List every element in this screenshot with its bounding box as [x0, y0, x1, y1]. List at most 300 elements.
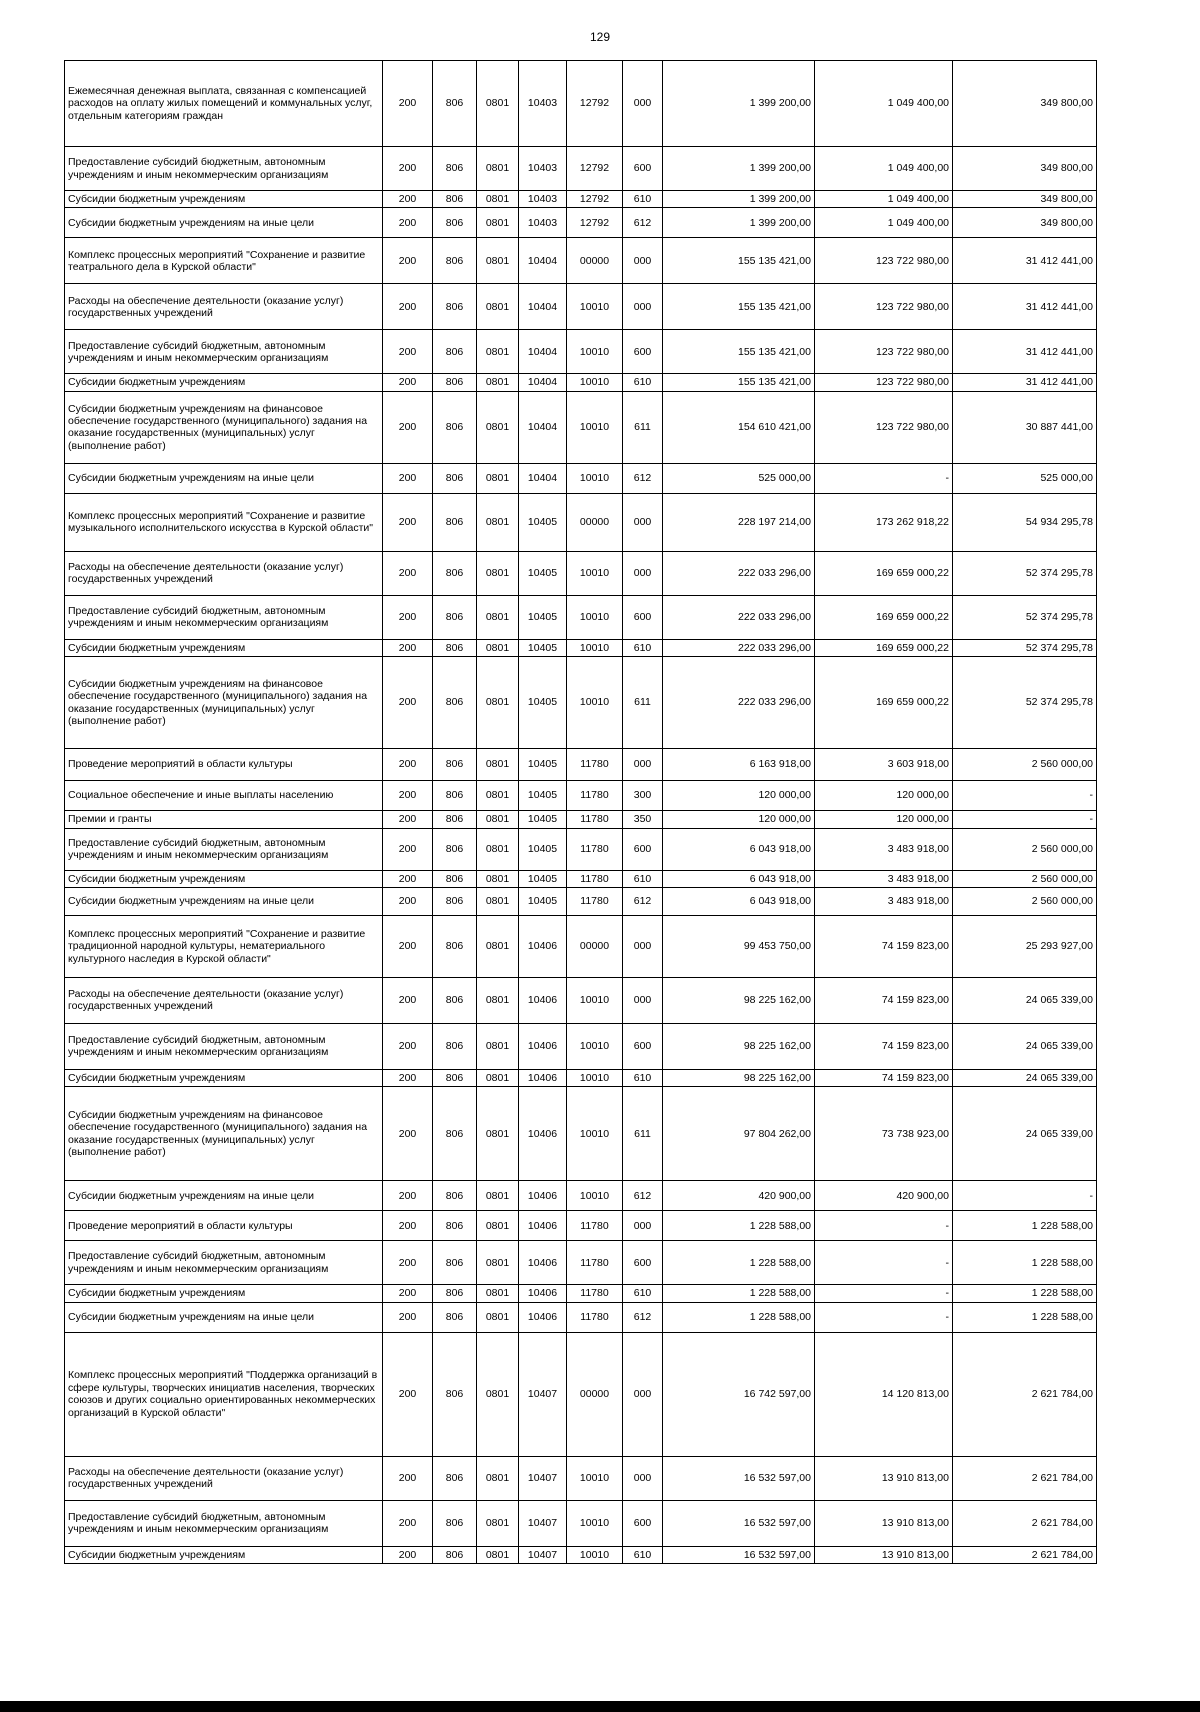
amount-3: 31 412 441,00 [953, 284, 1097, 330]
code-section: 0801 [477, 828, 519, 870]
code-direction: 10010 [567, 551, 623, 595]
code-program: 10404 [519, 391, 567, 463]
amount-total: 1 228 588,00 [663, 1285, 815, 1302]
code-expense-type: 600 [623, 1023, 663, 1069]
code-program: 10405 [519, 887, 567, 915]
amount-total: 525 000,00 [663, 463, 815, 493]
code-section: 0801 [477, 595, 519, 639]
amount-2: 123 722 980,00 [815, 391, 953, 463]
code-section: 0801 [477, 657, 519, 749]
code-program: 10406 [519, 1302, 567, 1332]
code-expense-type: 612 [623, 463, 663, 493]
code-expense-type: 300 [623, 781, 663, 811]
budget-table-body [65, 61, 1097, 1564]
row-name: Субсидии бюджетным учреждениям на иные цели [65, 1302, 383, 1332]
code-ministry: 806 [433, 493, 477, 551]
code-1: 200 [383, 828, 433, 870]
code-program: 10405 [519, 595, 567, 639]
code-1: 200 [383, 374, 433, 391]
code-direction: 10010 [567, 977, 623, 1023]
code-section: 0801 [477, 1087, 519, 1181]
code-ministry: 806 [433, 391, 477, 463]
code-ministry: 806 [433, 749, 477, 781]
code-section: 0801 [477, 1241, 519, 1285]
code-section: 0801 [477, 977, 519, 1023]
code-expense-type: 000 [623, 238, 663, 284]
row-name: Субсидии бюджетным учреждениям на иные цели [65, 887, 383, 915]
code-direction: 10010 [567, 330, 623, 374]
table-row [65, 284, 1097, 330]
amount-2: 123 722 980,00 [815, 374, 953, 391]
table-row [65, 374, 1097, 391]
code-expense-type: 612 [623, 1302, 663, 1332]
code-ministry: 806 [433, 1546, 477, 1563]
row-name: Расходы на обеспечение деятельности (оказание услуг) государственных учреждений [65, 551, 383, 595]
amount-3: 25 293 927,00 [953, 915, 1097, 977]
code-section: 0801 [477, 870, 519, 887]
code-direction: 11780 [567, 1211, 623, 1241]
code-ministry: 806 [433, 330, 477, 374]
code-ministry: 806 [433, 238, 477, 284]
code-direction: 10010 [567, 657, 623, 749]
code-section: 0801 [477, 1332, 519, 1456]
code-program: 10405 [519, 828, 567, 870]
code-program: 10406 [519, 977, 567, 1023]
code-ministry: 806 [433, 1302, 477, 1332]
amount-2: 1 049 400,00 [815, 208, 953, 238]
code-1: 200 [383, 238, 433, 284]
code-section: 0801 [477, 811, 519, 828]
amount-3: 2 621 784,00 [953, 1546, 1097, 1563]
table-row [65, 463, 1097, 493]
amount-2: 123 722 980,00 [815, 284, 953, 330]
code-1: 200 [383, 887, 433, 915]
row-name: Субсидии бюджетным учреждениям на иные цели [65, 1181, 383, 1211]
code-program: 10403 [519, 61, 567, 147]
code-ministry: 806 [433, 595, 477, 639]
code-1: 200 [383, 61, 433, 147]
amount-3: 1 228 588,00 [953, 1211, 1097, 1241]
amount-3: 525 000,00 [953, 463, 1097, 493]
code-ministry: 806 [433, 1211, 477, 1241]
code-expense-type: 350 [623, 811, 663, 828]
amount-3: 2 560 000,00 [953, 749, 1097, 781]
code-expense-type: 000 [623, 284, 663, 330]
code-direction: 10010 [567, 1181, 623, 1211]
amount-total: 222 033 296,00 [663, 639, 815, 656]
table-row [65, 493, 1097, 551]
code-program: 10404 [519, 238, 567, 284]
amount-total: 98 225 162,00 [663, 1069, 815, 1086]
code-section: 0801 [477, 551, 519, 595]
row-name: Предоставление субсидий бюджетным, автономным учреждениям и иным некоммерческим организациям [65, 147, 383, 191]
amount-3: 52 374 295,78 [953, 657, 1097, 749]
code-program: 10405 [519, 870, 567, 887]
table-row [65, 1211, 1097, 1241]
row-name: Субсидии бюджетным учреждениям [65, 639, 383, 656]
row-name: Предоставление субсидий бюджетным, автономным учреждениям и иным некоммерческим организациям [65, 595, 383, 639]
code-1: 200 [383, 639, 433, 656]
code-expense-type: 612 [623, 887, 663, 915]
code-1: 200 [383, 463, 433, 493]
amount-total: 155 135 421,00 [663, 238, 815, 284]
amount-2: 1 049 400,00 [815, 147, 953, 191]
code-direction: 10010 [567, 1087, 623, 1181]
code-expense-type: 000 [623, 1456, 663, 1500]
amount-total: 228 197 214,00 [663, 493, 815, 551]
amount-2: - [815, 1241, 953, 1285]
code-1: 200 [383, 284, 433, 330]
amount-2: 123 722 980,00 [815, 238, 953, 284]
code-expense-type: 611 [623, 657, 663, 749]
code-1: 200 [383, 191, 433, 208]
code-1: 200 [383, 1500, 433, 1546]
code-1: 200 [383, 551, 433, 595]
amount-total: 222 033 296,00 [663, 595, 815, 639]
amount-total: 98 225 162,00 [663, 977, 815, 1023]
code-direction: 10010 [567, 1069, 623, 1086]
code-1: 200 [383, 1023, 433, 1069]
code-expense-type: 600 [623, 1241, 663, 1285]
amount-2: - [815, 1211, 953, 1241]
scan-bottom-edge [0, 1701, 1200, 1712]
code-1: 200 [383, 781, 433, 811]
code-direction: 12792 [567, 61, 623, 147]
code-ministry: 806 [433, 551, 477, 595]
table-row [65, 1181, 1097, 1211]
row-name: Комплекс процессных мероприятий "Сохранение и развитие музыкального исполнительского искусства в Курской области" [65, 493, 383, 551]
amount-2: 3 483 918,00 [815, 870, 953, 887]
row-name: Субсидии бюджетным учреждениям [65, 870, 383, 887]
code-section: 0801 [477, 391, 519, 463]
code-1: 200 [383, 391, 433, 463]
amount-3: 2 560 000,00 [953, 828, 1097, 870]
code-program: 10406 [519, 1023, 567, 1069]
amount-total: 16 742 597,00 [663, 1332, 815, 1456]
amount-3: 24 065 339,00 [953, 1069, 1097, 1086]
table-row [65, 1500, 1097, 1546]
code-section: 0801 [477, 1211, 519, 1241]
table-row [65, 551, 1097, 595]
amount-total: 1 399 200,00 [663, 61, 815, 147]
table-row [65, 1332, 1097, 1456]
code-program: 10405 [519, 781, 567, 811]
amount-total: 1 228 588,00 [663, 1241, 815, 1285]
code-expense-type: 600 [623, 330, 663, 374]
amount-total: 6 043 918,00 [663, 887, 815, 915]
amount-total: 1 399 200,00 [663, 147, 815, 191]
code-section: 0801 [477, 1285, 519, 1302]
row-name: Комплекс процессных мероприятий "Поддержка организаций в сфере культуры, творческих инициатив населения, творческих союзов и других социально ориентированных некоммерческих организаций в Курской области" [65, 1332, 383, 1456]
amount-3: 24 065 339,00 [953, 1087, 1097, 1181]
amount-2: 169 659 000,22 [815, 639, 953, 656]
row-name: Проведение мероприятий в области культуры [65, 749, 383, 781]
code-1: 200 [383, 1302, 433, 1332]
code-ministry: 806 [433, 1456, 477, 1500]
code-ministry: 806 [433, 657, 477, 749]
code-expense-type: 600 [623, 147, 663, 191]
table-row [65, 1456, 1097, 1500]
code-1: 200 [383, 595, 433, 639]
amount-2: 420 900,00 [815, 1181, 953, 1211]
code-direction: 10010 [567, 1500, 623, 1546]
table-row [65, 191, 1097, 208]
amount-2: 169 659 000,22 [815, 551, 953, 595]
code-expense-type: 600 [623, 1500, 663, 1546]
amount-2: 13 910 813,00 [815, 1500, 953, 1546]
code-expense-type: 610 [623, 191, 663, 208]
amount-total: 6 043 918,00 [663, 870, 815, 887]
code-program: 10405 [519, 493, 567, 551]
code-section: 0801 [477, 147, 519, 191]
table-row [65, 595, 1097, 639]
row-name: Расходы на обеспечение деятельности (оказание услуг) государственных учреждений [65, 977, 383, 1023]
row-name: Субсидии бюджетным учреждениям на финансовое обеспечение государственного (муниципального) задания на оказание государственных (муниципальных) услуг (выполнение работ) [65, 657, 383, 749]
code-section: 0801 [477, 1546, 519, 1563]
row-name: Комплекс процессных мероприятий "Сохранение и развитие театрального дела в Курской области" [65, 238, 383, 284]
table-row [65, 870, 1097, 887]
code-section: 0801 [477, 1500, 519, 1546]
row-name: Субсидии бюджетным учреждениям [65, 191, 383, 208]
amount-2: 120 000,00 [815, 811, 953, 828]
table-row [65, 391, 1097, 463]
code-direction: 00000 [567, 493, 623, 551]
amount-3: - [953, 781, 1097, 811]
code-section: 0801 [477, 1302, 519, 1332]
code-program: 10406 [519, 1211, 567, 1241]
code-ministry: 806 [433, 870, 477, 887]
code-direction: 10010 [567, 1456, 623, 1500]
code-section: 0801 [477, 191, 519, 208]
code-program: 10403 [519, 208, 567, 238]
code-1: 200 [383, 977, 433, 1023]
amount-3: 1 228 588,00 [953, 1285, 1097, 1302]
code-ministry: 806 [433, 147, 477, 191]
code-direction: 11780 [567, 781, 623, 811]
amount-2: 173 262 918,22 [815, 493, 953, 551]
amount-3: 52 374 295,78 [953, 551, 1097, 595]
code-ministry: 806 [433, 1181, 477, 1211]
amount-2: 123 722 980,00 [815, 330, 953, 374]
table-row [65, 1241, 1097, 1285]
amount-2: 73 738 923,00 [815, 1087, 953, 1181]
code-program: 10406 [519, 1285, 567, 1302]
amount-3: 54 934 295,78 [953, 493, 1097, 551]
amount-3: 24 065 339,00 [953, 977, 1097, 1023]
code-expense-type: 000 [623, 749, 663, 781]
amount-3: 2 560 000,00 [953, 870, 1097, 887]
code-1: 200 [383, 1181, 433, 1211]
code-section: 0801 [477, 61, 519, 147]
code-expense-type: 000 [623, 977, 663, 1023]
code-direction: 11780 [567, 1241, 623, 1285]
table-row [65, 1087, 1097, 1181]
row-name: Предоставление субсидий бюджетным, автономным учреждениям и иным некоммерческим организациям [65, 1023, 383, 1069]
amount-2: 169 659 000,22 [815, 595, 953, 639]
code-direction: 12792 [567, 191, 623, 208]
amount-3: 24 065 339,00 [953, 1023, 1097, 1069]
code-ministry: 806 [433, 1087, 477, 1181]
code-ministry: 806 [433, 284, 477, 330]
code-ministry: 806 [433, 915, 477, 977]
code-program: 10406 [519, 915, 567, 977]
code-program: 10403 [519, 191, 567, 208]
amount-total: 154 610 421,00 [663, 391, 815, 463]
code-program: 10403 [519, 147, 567, 191]
amount-3: 349 800,00 [953, 191, 1097, 208]
code-program: 10405 [519, 639, 567, 656]
row-name: Премии и гранты [65, 811, 383, 828]
amount-total: 97 804 262,00 [663, 1087, 815, 1181]
code-section: 0801 [477, 639, 519, 656]
amount-total: 1 399 200,00 [663, 208, 815, 238]
code-ministry: 806 [433, 1332, 477, 1456]
row-name: Предоставление субсидий бюджетным, автономным учреждениям и иным некоммерческим организациям [65, 330, 383, 374]
amount-2: - [815, 1285, 953, 1302]
code-expense-type: 610 [623, 870, 663, 887]
amount-2: 14 120 813,00 [815, 1332, 953, 1456]
code-direction: 12792 [567, 147, 623, 191]
amount-3: 2 621 784,00 [953, 1500, 1097, 1546]
table-row [65, 1023, 1097, 1069]
amount-2: 3 603 918,00 [815, 749, 953, 781]
amount-total: 1 228 588,00 [663, 1211, 815, 1241]
code-section: 0801 [477, 1023, 519, 1069]
code-1: 200 [383, 147, 433, 191]
table-row [65, 915, 1097, 977]
code-expense-type: 610 [623, 1546, 663, 1563]
amount-2: 3 483 918,00 [815, 828, 953, 870]
amount-total: 6 163 918,00 [663, 749, 815, 781]
code-ministry: 806 [433, 374, 477, 391]
code-direction: 10010 [567, 391, 623, 463]
row-name: Субсидии бюджетным учреждениям [65, 1069, 383, 1086]
amount-3: 2 621 784,00 [953, 1456, 1097, 1500]
row-name: Субсидии бюджетным учреждениям на иные цели [65, 208, 383, 238]
table-row [65, 208, 1097, 238]
table-row [65, 639, 1097, 656]
amount-total: 16 532 597,00 [663, 1456, 815, 1500]
code-program: 10405 [519, 811, 567, 828]
code-section: 0801 [477, 887, 519, 915]
code-program: 10406 [519, 1241, 567, 1285]
code-1: 200 [383, 811, 433, 828]
amount-3: - [953, 1181, 1097, 1211]
table-row [65, 977, 1097, 1023]
amount-2: 3 483 918,00 [815, 887, 953, 915]
code-expense-type: 000 [623, 915, 663, 977]
budget-table [64, 60, 1097, 1564]
code-expense-type: 610 [623, 374, 663, 391]
code-ministry: 806 [433, 463, 477, 493]
row-name: Комплекс процессных мероприятий "Сохранение и развитие традиционной народной культуры, нематериального культурного наследия в Курской области" [65, 915, 383, 977]
code-section: 0801 [477, 493, 519, 551]
code-direction: 11780 [567, 1302, 623, 1332]
row-name: Субсидии бюджетным учреждениям на иные цели [65, 463, 383, 493]
amount-3: 52 374 295,78 [953, 595, 1097, 639]
code-direction: 10010 [567, 374, 623, 391]
code-expense-type: 611 [623, 1087, 663, 1181]
amount-3: 2 621 784,00 [953, 1332, 1097, 1456]
code-expense-type: 610 [623, 1069, 663, 1086]
code-direction: 10010 [567, 1023, 623, 1069]
code-direction: 10010 [567, 463, 623, 493]
code-section: 0801 [477, 781, 519, 811]
code-1: 200 [383, 1456, 433, 1500]
table-row [65, 1546, 1097, 1563]
code-direction: 11780 [567, 887, 623, 915]
code-expense-type: 000 [623, 493, 663, 551]
code-1: 200 [383, 1211, 433, 1241]
code-ministry: 806 [433, 61, 477, 147]
code-section: 0801 [477, 374, 519, 391]
row-name: Субсидии бюджетным учреждениям на финансовое обеспечение государственного (муниципального) задания на оказание государственных (муниципальных) услуг (выполнение работ) [65, 1087, 383, 1181]
amount-total: 1 228 588,00 [663, 1302, 815, 1332]
code-expense-type: 600 [623, 595, 663, 639]
code-program: 10407 [519, 1332, 567, 1456]
table-row [65, 781, 1097, 811]
row-name: Предоставление субсидий бюджетным, автономным учреждениям и иным некоммерческим организациям [65, 1500, 383, 1546]
amount-2: 120 000,00 [815, 781, 953, 811]
code-section: 0801 [477, 208, 519, 238]
row-name: Субсидии бюджетным учреждениям [65, 1285, 383, 1302]
amount-total: 120 000,00 [663, 781, 815, 811]
table-row [65, 330, 1097, 374]
code-program: 10404 [519, 284, 567, 330]
table-row [65, 238, 1097, 284]
amount-3: 1 228 588,00 [953, 1302, 1097, 1332]
amount-2: 13 910 813,00 [815, 1456, 953, 1500]
code-expense-type: 000 [623, 1332, 663, 1456]
code-program: 10405 [519, 551, 567, 595]
code-section: 0801 [477, 1181, 519, 1211]
amount-3: 2 560 000,00 [953, 887, 1097, 915]
table-row [65, 147, 1097, 191]
code-section: 0801 [477, 915, 519, 977]
code-program: 10405 [519, 657, 567, 749]
code-program: 10406 [519, 1087, 567, 1181]
row-name: Социальное обеспечение и иные выплаты населению [65, 781, 383, 811]
code-ministry: 806 [433, 1285, 477, 1302]
code-program: 10406 [519, 1181, 567, 1211]
table-row [65, 61, 1097, 147]
code-direction: 10010 [567, 284, 623, 330]
table-row [65, 657, 1097, 749]
code-1: 200 [383, 208, 433, 238]
row-name: Предоставление субсидий бюджетным, автономным учреждениям и иным некоммерческим организациям [65, 828, 383, 870]
code-1: 200 [383, 1285, 433, 1302]
code-section: 0801 [477, 1069, 519, 1086]
code-1: 200 [383, 1241, 433, 1285]
amount-3: 52 374 295,78 [953, 639, 1097, 656]
code-ministry: 806 [433, 1023, 477, 1069]
code-expense-type: 610 [623, 639, 663, 656]
code-section: 0801 [477, 330, 519, 374]
code-program: 10407 [519, 1500, 567, 1546]
code-expense-type: 000 [623, 1211, 663, 1241]
code-direction: 10010 [567, 639, 623, 656]
row-name: Расходы на обеспечение деятельности (оказание услуг) государственных учреждений [65, 1456, 383, 1500]
amount-3: 349 800,00 [953, 147, 1097, 191]
code-program: 10404 [519, 330, 567, 374]
code-expense-type: 000 [623, 61, 663, 147]
row-name: Предоставление субсидий бюджетным, автономным учреждениям и иным некоммерческим организациям [65, 1241, 383, 1285]
amount-2: 74 159 823,00 [815, 977, 953, 1023]
code-1: 200 [383, 493, 433, 551]
amount-2: 74 159 823,00 [815, 1023, 953, 1069]
code-program: 10407 [519, 1456, 567, 1500]
amount-3: 31 412 441,00 [953, 330, 1097, 374]
